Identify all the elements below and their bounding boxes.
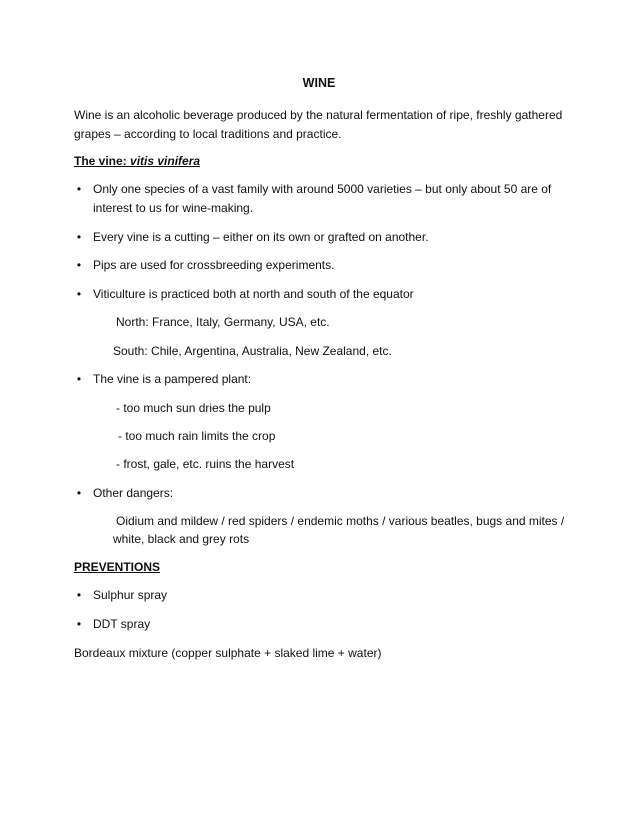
bullet-icon: • bbox=[76, 617, 82, 631]
pampered-item: - too much sun dries the pulp bbox=[116, 401, 271, 415]
vine-heading-latin: vitis vinifera bbox=[130, 154, 201, 168]
list-item-text: Pips are used for crossbreeding experiments. bbox=[93, 258, 335, 272]
list-item-text: Other dangers: bbox=[93, 486, 174, 500]
dangers-line: Oidium and mildew / red spiders / endemic moths / various beatles, bugs and mites / bbox=[116, 514, 565, 528]
south-hemisphere-line: South: Chile, Argentina, Australia, New Zealand, etc. bbox=[113, 344, 392, 358]
bullet-icon: • bbox=[76, 258, 82, 272]
list-item-text: The vine is a pampered plant: bbox=[93, 372, 252, 386]
page-title: WINE bbox=[302, 76, 336, 90]
pampered-item: - too much rain limits the crop bbox=[118, 429, 276, 443]
list-item-text: Only one species of a vast family with around 5000 varieties – but only about 50 are of interest to us for wine-making. bbox=[93, 182, 552, 215]
bullet-icon: • bbox=[76, 588, 82, 602]
bullet-icon: • bbox=[76, 486, 82, 500]
list-item-text: Sulphur spray bbox=[93, 588, 168, 602]
preventions-heading: PREVENTIONS bbox=[74, 560, 161, 574]
list-item-text: Every vine is a cutting – either on its own or grafted on another. bbox=[93, 230, 429, 244]
vine-heading bbox=[74, 152, 200, 171]
pampered-item: - frost, gale, etc. ruins the harvest bbox=[116, 457, 295, 471]
dangers-line: white, black and grey rots bbox=[113, 532, 250, 546]
vine-heading-prefix: The vine: bbox=[74, 154, 127, 168]
bullet-icon: • bbox=[76, 287, 82, 301]
list-item-text: DDT spray bbox=[93, 617, 151, 631]
bullet-icon: • bbox=[76, 372, 82, 386]
bullet-icon: • bbox=[76, 230, 82, 244]
closing-line: Bordeaux mixture (copper sulphate + slaked lime + water) bbox=[74, 646, 382, 660]
north-hemisphere-line: North: France, Italy, Germany, USA, etc. bbox=[116, 315, 330, 329]
intro-paragraph: Wine is an alcoholic beverage produced by the natural fermentation of ripe, freshly gathered grapes – according to local traditions and practice. bbox=[74, 108, 563, 141]
bullet-icon: • bbox=[76, 182, 82, 196]
list-item-text: Viticulture is practiced both at north and south of the equator bbox=[93, 287, 414, 301]
